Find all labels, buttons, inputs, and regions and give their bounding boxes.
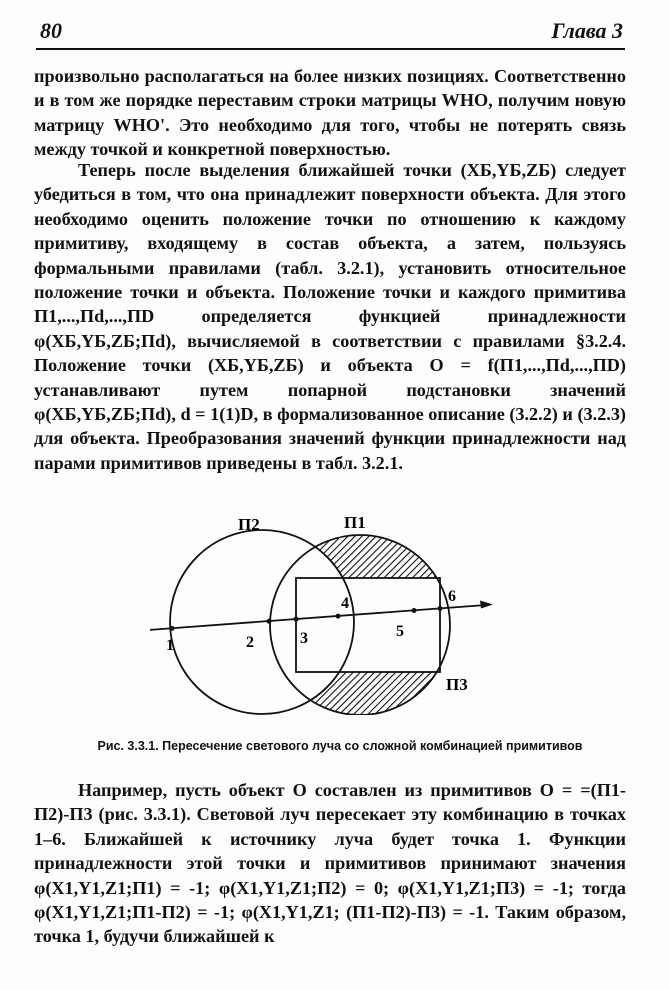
figure-diagram bbox=[150, 500, 510, 715]
figure-caption: Рис. 3.3.1. Пересечение светового луча со сложной комбинацией примитивов bbox=[97, 739, 583, 753]
hatched-region-top bbox=[250, 530, 490, 578]
chapter-title: Глава 3 bbox=[551, 18, 623, 43]
point-label-1: 1 bbox=[166, 637, 174, 654]
ray-point-4 bbox=[336, 614, 341, 619]
point-label-3: 3 bbox=[300, 630, 308, 647]
label-p1: П1 bbox=[344, 513, 366, 532]
light-ray bbox=[150, 605, 486, 630]
point-label-5: 5 bbox=[396, 623, 404, 640]
paragraph-3-text: Например, пусть объект O составлен из примитивов O = =(П1-П2)-П3 (рис. 3.3.1). Световой луч пересекает эту комбинацию в точках 1–6. Ближайшей к источнику луча будет точка 1. Функции принадлежности этой точки и примитивов принимают значения φ(X1,Y1,Z1;П1) = -1; φ(X1,Y1,Z1;П2) = 0; φ(X1,Y1,Z1;П3) = -1; тогда φ(X1,Y1,Z1;П1-П2) = -1; φ(X1,Y1,Z1; (П1-П2)-П3) = -1. Таким образом, точка 1, будучи ближайшей к bbox=[34, 780, 626, 947]
ray-point-3 bbox=[294, 617, 299, 622]
ray-point-6 bbox=[438, 606, 443, 611]
ray-point-2 bbox=[267, 619, 272, 624]
ray-point-5 bbox=[412, 608, 417, 613]
paragraph-1 bbox=[34, 64, 626, 162]
label-p2: П2 bbox=[238, 515, 260, 534]
point-label-6: 6 bbox=[448, 588, 456, 605]
page-number: 80 bbox=[40, 18, 62, 43]
point-label-4: 4 bbox=[341, 595, 349, 612]
ray-arrowhead bbox=[480, 601, 493, 609]
figure-3-3-1 bbox=[150, 500, 510, 715]
primitive-p3-rectangle bbox=[296, 578, 440, 672]
point-label-2: 2 bbox=[246, 634, 254, 651]
label-p3: П3 bbox=[446, 675, 468, 694]
ray-point-1 bbox=[170, 626, 175, 631]
paragraph-1-text: произвольно располагаться на более низких позициях. Соответственно и в том же порядке переставим строки матрицы WHO, получим новую матрицу WHO'. Это необходимо для того, чтобы не потерять связь между точкой и конкретной поверхностью. bbox=[34, 66, 626, 160]
running-head bbox=[36, 18, 625, 50]
paragraph-2 bbox=[34, 158, 626, 475]
paragraph-2-text: Теперь после выделения ближайшей точки (XБ,YБ,ZБ) следует убедиться в том, что она принадлежит поверхности объекта. Для этого необходимо оценить положение точки по отношению к каждому примитиву, входящему в состав объекта, а затем, пользуясь формальными правилами (табл. 3.2.1), установить относительное положение точки и объекта. Положение точки и каждого примитива П1,...,Пd,...,ПD определяется функцией принадлежности φ(XБ,YБ,ZБ;Пd), вычисляемой в соответствии с правилами §3.2.4. Положение точки (XБ,YБ,ZБ) и объекта O = f(П1,...,Пd,...,ПD) устанавливают путем попарной подстановки значений φ(XБ,YБ,ZБ;Пd), d = 1(1)D, в формализованное описание (3.2.2) и (3.2.3) для объекта. Преобразования значений функции принадлежности над парами примитивов приведены в табл. 3.2.1. bbox=[34, 160, 626, 473]
paragraph-3 bbox=[34, 778, 626, 949]
